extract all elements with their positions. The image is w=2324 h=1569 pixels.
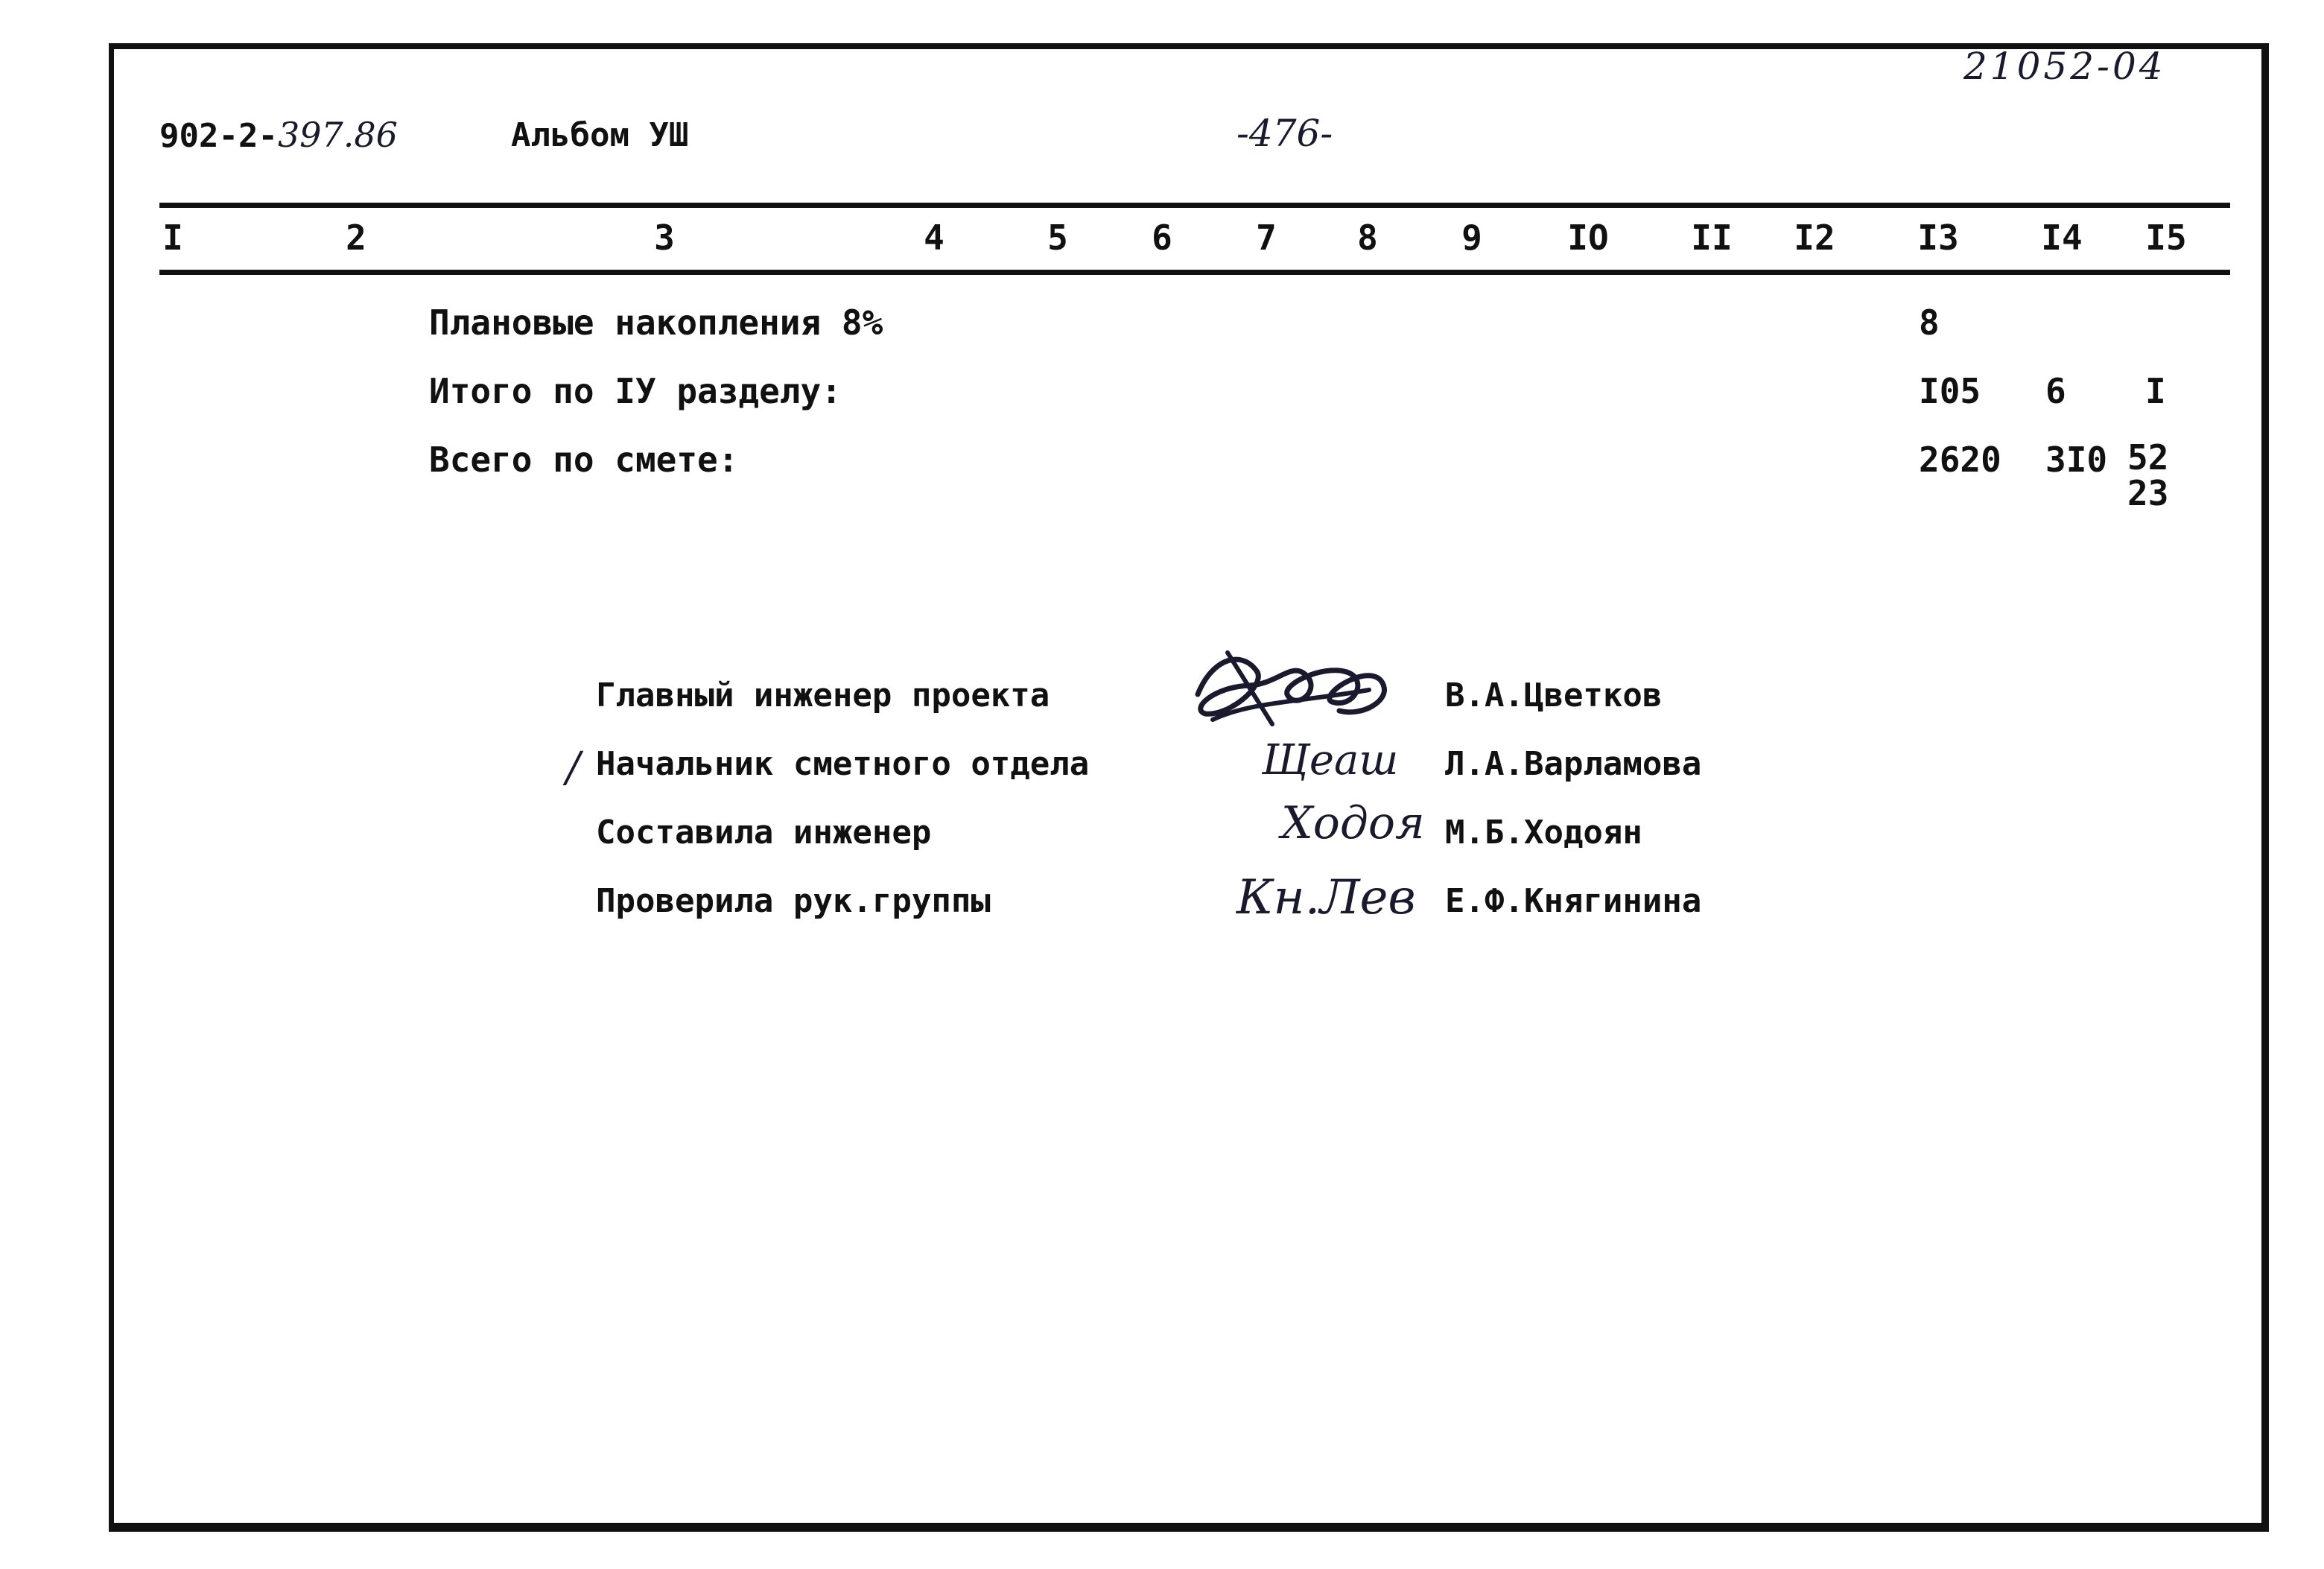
row-col14-value: 3I0 [2045, 440, 2108, 480]
column-number-15: I5 [2145, 218, 2187, 258]
series-code-printed: 902-2- [159, 117, 278, 155]
header-bottom-rule [159, 270, 2230, 275]
series-code-handwritten: 397.86 [277, 115, 398, 155]
column-number-8: 8 [1357, 218, 1378, 258]
signature-scribble: Ходоя [1281, 797, 1425, 849]
page-number: -476- [1236, 112, 1333, 155]
row-col15-value: I [2145, 371, 2166, 411]
album-label: Альбом УШ [511, 116, 689, 154]
row-col14-value: 6 [2045, 371, 2066, 411]
series-code [159, 115, 398, 155]
column-number-9: 9 [1461, 218, 1482, 258]
signature-scribble: Щеаш [1262, 736, 1399, 785]
row-col13-value: 8 [1919, 302, 1940, 343]
row-label: Плановые накопления 8% [429, 302, 883, 343]
signature-role: Проверила рук.группы [596, 882, 991, 920]
signature-scribble-chief-engineer [1183, 642, 1406, 738]
signature-role: Начальник сметного отдела [596, 745, 1090, 783]
signature-scribble: Кн.Лев [1236, 870, 1416, 925]
signature-name: Е.Ф.Княгинина [1445, 882, 1702, 920]
registry-number: 21052-04 [1963, 45, 2166, 88]
signature-name: М.Б.Ходоян [1445, 814, 1642, 852]
row-col13-value: I05 [1919, 371, 1981, 411]
column-number-10: IO [1567, 218, 1609, 258]
header-top-rule [159, 203, 2230, 208]
column-number-12: I2 [1794, 218, 1835, 258]
column-number-13: I3 [1917, 218, 1959, 258]
row-col15-value: 52 23 [2127, 437, 2169, 513]
column-number-4: 4 [924, 218, 944, 258]
column-number-6: 6 [1152, 218, 1172, 258]
row-label: Всего по смете: [429, 440, 739, 480]
signature-role: Составила инженер [596, 814, 932, 852]
row-label: Итого по IУ разделу: [429, 371, 842, 411]
signature-name: Л.А.Варламова [1445, 745, 1702, 783]
page-frame [109, 43, 2269, 1532]
column-number-2: 2 [346, 218, 366, 258]
column-number-7: 7 [1256, 218, 1277, 258]
column-number-3: 3 [654, 218, 675, 258]
column-number-5: 5 [1047, 218, 1068, 258]
column-number-11: II [1691, 218, 1733, 258]
row-col13-value: 2620 [1919, 440, 2001, 480]
column-number-1: I [162, 218, 183, 258]
signature-role: Главный инженер проекта [596, 676, 1050, 714]
pen-mark: / [566, 744, 580, 792]
column-number-14: I4 [2041, 218, 2083, 258]
signature-name: В.А.Цветков [1445, 676, 1663, 714]
